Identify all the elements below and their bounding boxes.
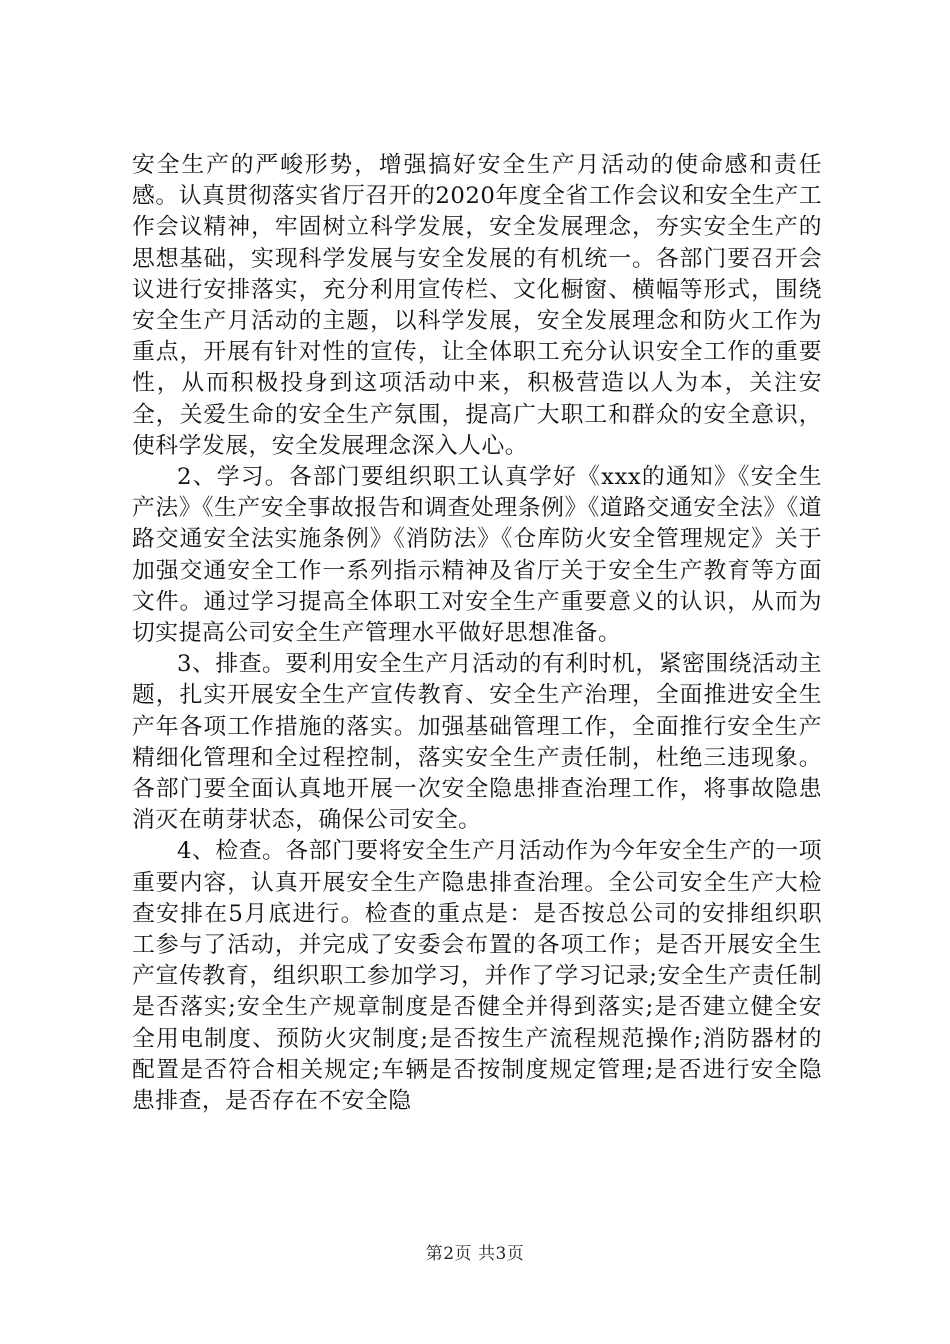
document-body: [132, 150, 822, 1117]
paragraph-intro: 安全生产的严峻形势，增强搞好安全生产月活动的使命感和责任感。认真贯彻落实省厅召开的2020年度全省工作会议和安全生产工作会议精神，牢固树立科学发展，安全发展理念，夯实安全生产的思想基础，实现科学发展与安全发展的有机统一。各部门要召开会议进行安排落实，充分利用宣传栏、文化橱窗、横幅等形式，围绕安全生产月活动的主题，以科学发展，安全发展理念和防火工作为重点，开展有针对性的宣传，让全体职工充分认识安全工作的重要性，从而积极投身到这项活动中来，积极营造以人为本，关注安全，关爱生命的安全生产氛围，提高广大职工和群众的安全意识，使科学发展，安全发展理念深入人心。: [132, 152, 822, 459]
paragraph-inspection-troubleshoot: 3、排查。要利用安全生产月活动的有利时机，紧密围绕活动主题，扎实开展安全生产宣传教育、安全生产治理，全面推进安全生产年各项工作措施的落实。加强基础管理工作，全面推行安全生产精细化管理和全过程控制，落实安全生产责任制，杜绝三违现象。各部门要全面认真地开展一次安全隐患排查治理工作，将事故隐患消灭在萌芽状态，确保公司安全。: [132, 651, 822, 834]
paragraph-study: 2、学习。各部门要组织职工认真学好《xxx的通知》《安全生产法》《生产安全事故报告和调查处理条例》《道路交通安全法》《道路交通安全法实施条例》《消防法》《仓库防火安全管理规定》关于加强交通安全工作一系列指示精神及省厅关于安全生产教育等方面文件。通过学习提高全体职工对安全生产重要意义的认识，从而为切实提高公司安全生产管理水平做好思想准备。: [132, 464, 822, 647]
paragraph-check: 4、检查。各部门要将安全生产月活动作为今年安全生产的一项重要内容，认真开展安全生产隐患排查治理。全公司安全生产大检查安排在5月底进行。检查的重点是：是否按总公司的安排组织职工参与了活动，并完成了安委会布置的各项工作；是否开展安全生产宣传教育，组织职工参加学习，并作了学习记录;安全生产责任制是否落实;安全生产规章制度是否健全并得到落实;是否建立健全安全用电制度、预防火灾制度;是否按生产流程规范操作;消防器材的配置是否符合相关规定;车辆是否按制度规定管理;是否进行安全隐患排查，是否存在不安全隐: [132, 838, 822, 1115]
page-number-footer: 第2页 共3页: [425, 1244, 525, 1264]
